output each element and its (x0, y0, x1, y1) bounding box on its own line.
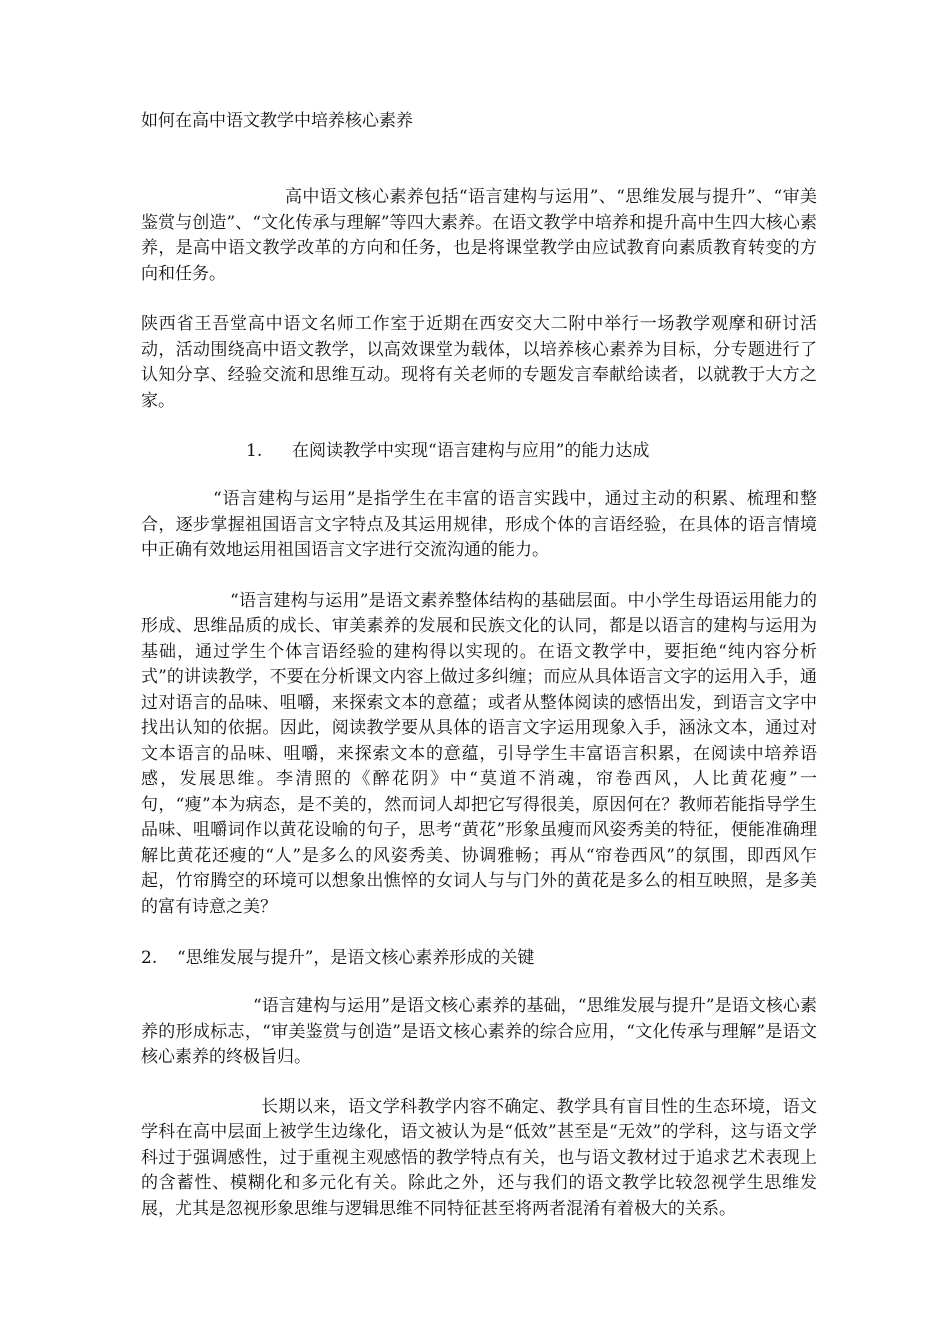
document-title: 如何在高中语文教学中培养核心素养 (141, 111, 413, 131)
section-2-paragraph-2: 长期以来，语文学科教学内容不确定、教学具有盲目性的生态环境，语文学科在高中层面上被学生边缘化，语文被认为是“低效”甚至是“无效”的学科，这与语文学科过于强调感性，过于重视主观感悟的教学特点有关，也与语文教材过于追求艺术表现上的含蓄性、模糊化和多元化有关。除此之外，还与我们的语文教学比较忽视学生思维发展，尤其是忽视形象思维与逻辑思维不同特征甚至将两者混淆有着极大的关系。 (141, 1096, 817, 1219)
section-2-heading (141, 945, 817, 971)
section-1-title: 在阅读教学中实现“语言建构与应用”的能力达成 (292, 441, 650, 461)
section-2-paragraph-1: “语言建构与运用”是语文核心素养的基础，“思维发展与提升”是语文核心素养的形成标志，“审美鉴赏与创造”是语文核心素养的综合应用，“文化传承与理解”是语文核心素养的终极旨归。 (141, 996, 817, 1067)
section-1-heading (141, 438, 817, 464)
section-1-paragraph-1: “语言建构与运用”是指学生在丰富的语言实践中，通过主动的积累、梳理和整合，逐步掌握祖国语言文字特点及其运用规律，形成个体的言语经验，在具体的语言情境中正确有效地运用祖国语言文字进行交流沟通的能力。 (141, 489, 817, 560)
section-2-number: 2. (141, 948, 158, 968)
section-1-number: 1. (246, 441, 263, 461)
section-1-paragraph-2: “语言建构与运用”是语文素养整体结构的基础层面。中小学生母语运用能力的形成、思维品质的成长、审美素养的发展和民族文化的认同，都是以语言的建构与运用为基础，通过学生个体言语经验的建构得以实现的。在语文教学中，要拒绝“纯内容分析式”的讲读教学，不要在分析课文内容上做过多纠缠；而应从具体语言文字的运用入手，通过对语言的品味、咀嚼，来探索文本的意蕴；或者从整体阅读的感悟出发，到语言文字中找出认知的依据。因此，阅读教学要从具体的语言文字运用现象入手，涵泳文本，通过对文本语言的品味、咀嚼，来探索文本的意蕴，引导学生丰富语言积累，在阅读中培养语感，发展思维。李清照的《醉花阴》中“莫道不消魂，帘卷西风，人比黄花瘦”一句，“瘦”本为病态，是不美的，然而词人却把它写得很美，原因何在？教师若能指导学生品味、咀嚼词作以黄花设喻的句子，思考“黄花”形象虽瘦而风姿秀美的特征，便能准确理解比黄花还瘦的“人”是多么的风姿秀美、协调雅畅；再从“帘卷西风”的氛围，即西风乍起，竹帘腾空的环境可以想象出憔悴的女词人与与门外的黄花是多么的相互映照，是多美的富有诗意之美？ (141, 590, 817, 917)
document-page (141, 108, 817, 1222)
section-2-title: “思维发展与提升”，是语文核心素养形成的关键 (177, 948, 535, 968)
background-paragraph: 陕西省王吾堂高中语文名师工作室于近期在西安交大二附中举行一场教学观摩和研讨活动，活动围绕高中语文教学，以高效课堂为载体，以培养核心素养为目标，分专题进行了认知分享、经验交流和思维互动。现将有关老师的专题发言奉献给读者，以就教于大方之家。 (141, 314, 817, 411)
intro-paragraph: 高中语文核心素养包括“语言建构与运用”、“思维发展与提升”、“审美鉴赏与创造”、“文化传承与理解”等四大素养。在语文教学中培养和提升高中生四大核心素养，是高中语文教学改革的方向和任务，也是将课堂教学由应试教育向素质教育转变的方向和任务。 (141, 187, 817, 284)
